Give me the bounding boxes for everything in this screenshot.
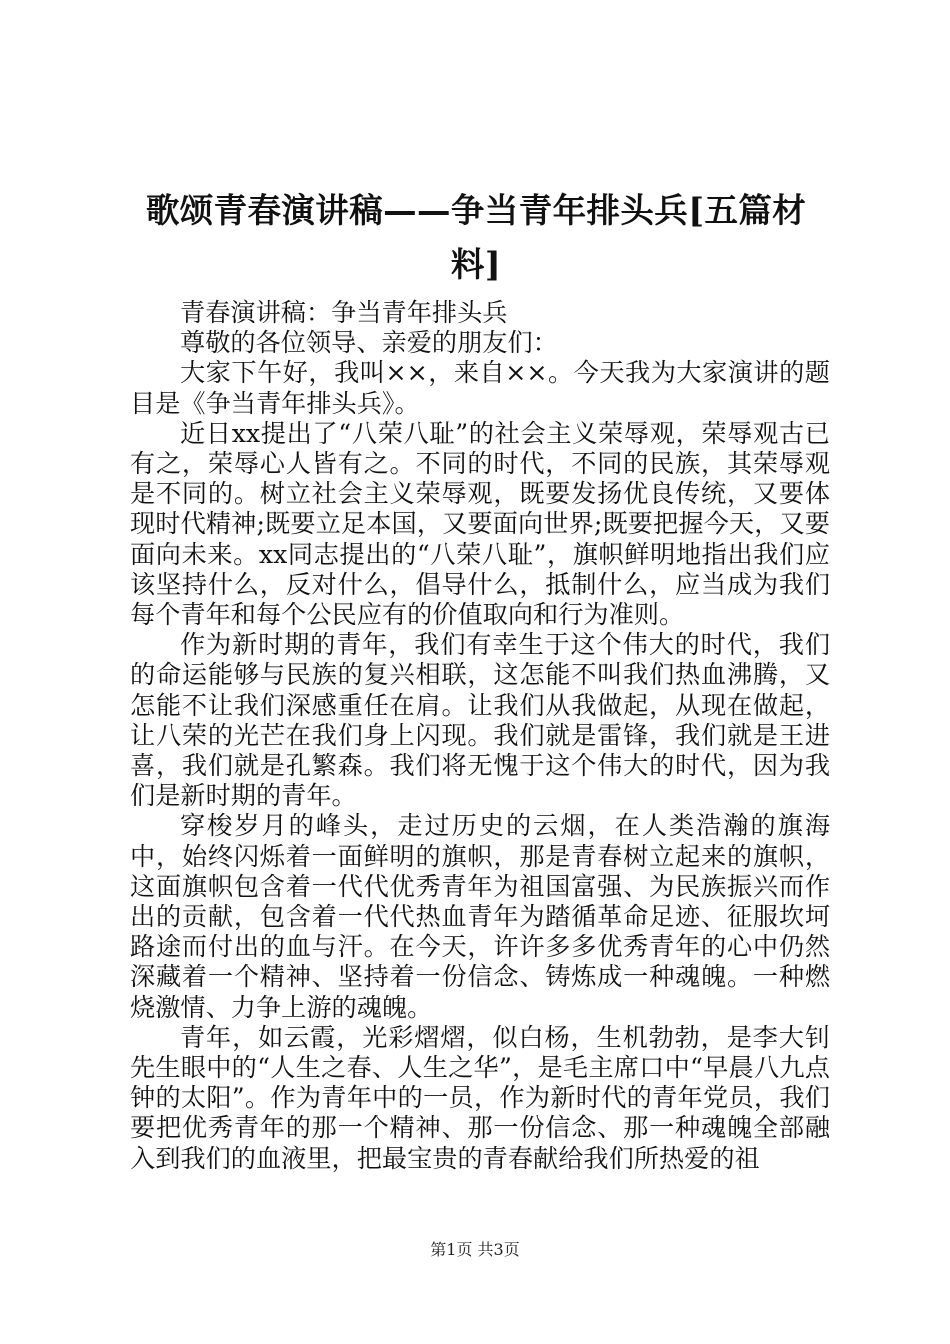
document-title: 歌颂青春演讲稿——争当青年排头兵[五篇材料] [145, 191, 807, 284]
paragraph: 穿梭岁月的峰头，走过历史的云烟，在人类浩瀚的旗海中，始终闪烁着一面鲜明的旗帜，那是青春树立起来的旗帜，这面旗帜包含着一代代优秀青年为祖国富强、为民族振兴而作出的贡献，包含着一代代热血青年为踏循革命足迹、征服坎坷路途而付出的血与汗。在今天，许许多多优秀青年的心中仍然深藏着一个精神、坚持着一份信念、铸炼成一种魂魄。一种燃烧激情、力争上游的魂魄。 [130, 811, 830, 1022]
page-footer: 第1页 共3页 [430, 1240, 520, 1259]
paragraph: 尊敬的各位领导、亲爱的朋友们： [180, 328, 558, 358]
paragraph: 青春演讲稿：争当青年排头兵 [180, 298, 508, 327]
paragraph: 近日xx提出了“八荣八耻”的社会主义荣辱观，荣辱观古已有之，荣辱心人皆有之。不同的时代，不同的民族，其荣辱观是不同的。树立社会主义荣辱观，既要发扬优良传统，又要体现时代精神;既要立足本国，又要面向世界;既要把握今天，又要面向未来。xx同志提出的“八荣八耻”，旗帜鲜明地指出我们应该坚持什么，反对什么，倡导什么，抵制什么，应当成为我们每个青年和每个公民应有的价值取向和行为准则。 [130, 418, 830, 630]
paragraph: 大家下午好，我叫××，来自××。今天我为大家演讲的题目是《争当青年排头兵》。 [130, 358, 830, 418]
paragraph: 作为新时期的青年，我们有幸生于这个伟大的时代，我们的命运能够与民族的复兴相联，这怎能不叫我们热血沸腾，又怎能不让我们深感重任在肩。让我们从我做起，从现在做起，让八荣的光芒在我们身上闪现。我们就是雷锋，我们就是王进喜，我们就是孔繁森。我们将无愧于这个伟大的时代，因为我们是新时期的青年。 [130, 630, 830, 811]
paragraph: 青年，如云霞，光彩熠熠，似白杨，生机勃勃，是李大钊先生眼中的“人生之春、人生之华”，是毛主席口中“早晨八九点钟的太阳”。作为青年中的一员，作为新时代的青年党员，我们要把优秀青年的那一个精神、那一份信念、那一种魂魄全部融入到我们的血液里，把最宝贵的青春献给我们所热爱的祖 [130, 1022, 830, 1173]
document-body [130, 298, 830, 1174]
